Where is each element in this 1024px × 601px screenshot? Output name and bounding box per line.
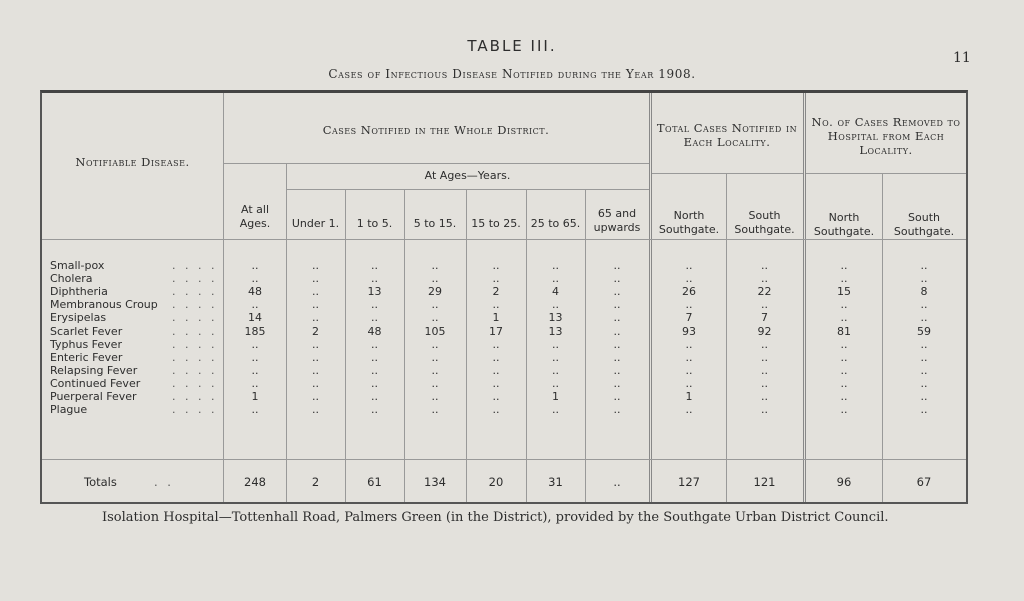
table-cell: .. xyxy=(613,311,621,325)
table-cell: .. xyxy=(431,376,439,390)
dot-leader: . . . . xyxy=(172,350,218,364)
table-cell: .. xyxy=(492,390,500,403)
header-at-ages: At Ages—Years. xyxy=(424,169,511,182)
table-cell: .. xyxy=(761,298,768,312)
table-row xyxy=(42,272,966,285)
table-cell: .. xyxy=(685,272,693,286)
table-cell: .. xyxy=(251,272,259,286)
table-cell: .. xyxy=(371,259,378,272)
table-cell: .. xyxy=(371,403,378,417)
table-row xyxy=(42,259,966,272)
table-cell: .. xyxy=(685,298,693,312)
table-cell: .. xyxy=(840,259,848,272)
table-cell: .. xyxy=(613,259,621,272)
table-cell: .. xyxy=(840,311,848,325)
table-cell: 1 xyxy=(685,390,693,403)
table-cell: .. xyxy=(312,390,319,403)
table-cell: 93 xyxy=(682,324,696,338)
table-cell: .. xyxy=(613,350,621,364)
table-cell: .. xyxy=(685,363,693,377)
table-cell: .. xyxy=(552,350,559,364)
table-row xyxy=(42,351,966,364)
total-cell: 96 xyxy=(836,475,852,489)
table-cell: .. xyxy=(685,259,693,272)
table-cell: .. xyxy=(251,350,259,364)
table-cell: .. xyxy=(431,272,439,286)
table-cell: 22 xyxy=(757,285,772,299)
table-cell: .. xyxy=(492,350,500,364)
disease-name: Scarlet Fever xyxy=(50,324,123,338)
table-cell: .. xyxy=(431,390,439,403)
table-cell: .. xyxy=(920,259,928,272)
table-cell: .. xyxy=(685,337,693,351)
table-cell: 92 xyxy=(757,324,772,338)
table-cell: .. xyxy=(371,390,378,403)
table-cell: 185 xyxy=(244,324,266,338)
disease-name: Continued Fever xyxy=(50,376,141,390)
table-cell: 8 xyxy=(920,285,928,299)
table-cell: 59 xyxy=(917,324,931,338)
table-cell: .. xyxy=(761,259,768,272)
disease-name: Plague xyxy=(50,403,88,417)
table-cell: .. xyxy=(613,298,621,312)
table-cell: .. xyxy=(492,363,500,377)
table-cell: .. xyxy=(371,272,378,286)
dot-leader: . . . . xyxy=(172,272,218,286)
disease-name: Small-pox xyxy=(50,259,105,272)
table-cell: .. xyxy=(371,376,378,390)
table-cell: .. xyxy=(840,272,848,286)
table-cell: 2 xyxy=(492,285,500,299)
table-cell: .. xyxy=(685,350,693,364)
row-divider xyxy=(286,189,649,190)
table-cell: .. xyxy=(920,403,928,417)
table-cell: .. xyxy=(312,376,319,390)
table-row xyxy=(42,364,966,377)
total-cell: 31 xyxy=(548,475,563,489)
table-cell: .. xyxy=(685,403,693,417)
table-cell: .. xyxy=(492,403,500,417)
row-divider xyxy=(42,459,966,460)
total-cell: 2 xyxy=(311,475,320,489)
table-cell: .. xyxy=(761,272,768,286)
table-cell: .. xyxy=(840,390,848,403)
dot-leader: . . . . xyxy=(172,285,218,299)
table-cell: .. xyxy=(761,376,768,390)
total-cell: 20 xyxy=(488,475,504,489)
table-cell: .. xyxy=(552,376,559,390)
row-divider xyxy=(806,173,966,174)
table-cell: .. xyxy=(431,403,439,417)
table-cell: .. xyxy=(552,259,559,272)
table-cell: .. xyxy=(371,311,378,325)
table-cell: .. xyxy=(552,337,559,351)
table-cell: .. xyxy=(920,298,928,312)
table-cell: .. xyxy=(613,363,621,377)
header-65-upwards: 65 and upwards xyxy=(593,207,641,234)
disease-name: Diphtheria xyxy=(50,285,108,299)
table-cell: .. xyxy=(613,337,621,351)
header-25-to-65: 25 to 65. xyxy=(530,217,581,230)
table-cell: .. xyxy=(312,350,319,364)
table-cell: .. xyxy=(613,285,621,299)
total-cell: .. xyxy=(613,475,621,489)
table-cell: .. xyxy=(613,376,621,390)
table-cell: .. xyxy=(761,403,768,417)
header-south-southgate: South Southgate. xyxy=(734,209,795,236)
table-cell: .. xyxy=(492,376,500,390)
table-cell: .. xyxy=(312,298,319,312)
dot-leader: . . . . xyxy=(172,337,218,351)
totals-row xyxy=(42,475,966,491)
table-cell: .. xyxy=(840,376,848,390)
table-cell: 26 xyxy=(682,285,696,299)
table-cell: .. xyxy=(251,259,259,272)
table-cell: .. xyxy=(920,272,928,286)
total-cell: 67 xyxy=(916,475,932,489)
total-cell: 248 xyxy=(244,475,266,489)
table-cell: 7 xyxy=(761,311,768,325)
table-cell: 13 xyxy=(367,285,382,299)
table-cell: .. xyxy=(685,376,693,390)
dot-leader: . . . . xyxy=(172,390,218,403)
table-row xyxy=(42,390,966,403)
total-cell: 134 xyxy=(424,475,446,489)
table-title: TABLE III. xyxy=(467,37,557,55)
table-cell: .. xyxy=(251,403,259,417)
header-north-southgate: North Southgate. xyxy=(658,209,720,236)
table-cell: .. xyxy=(431,363,439,377)
table-cell: .. xyxy=(761,350,768,364)
table-cell: 13 xyxy=(548,311,563,325)
table-cell: .. xyxy=(840,298,848,312)
statistics-table xyxy=(40,90,968,504)
table-cell: .. xyxy=(840,337,848,351)
table-cell: .. xyxy=(431,259,439,272)
table-cell: .. xyxy=(761,363,768,377)
table-cell: .. xyxy=(312,311,319,325)
disease-name: Membranous Croup xyxy=(50,298,158,312)
table-row xyxy=(42,298,966,311)
table-cell: .. xyxy=(251,363,259,377)
header-under-1: Under 1. xyxy=(291,217,340,230)
table-cell: .. xyxy=(371,350,378,364)
dot-leader: . . . . xyxy=(172,363,218,377)
table-cell: .. xyxy=(312,259,319,272)
table-cell: .. xyxy=(371,337,378,351)
table-subtitle: Cases of Infectious Disease Notified during the Year 1908. xyxy=(328,67,696,81)
table-cell: .. xyxy=(920,390,928,403)
table-cell: .. xyxy=(613,403,621,417)
table-cell: .. xyxy=(492,272,500,286)
table-cell: .. xyxy=(761,337,768,351)
table-cell: .. xyxy=(552,403,559,417)
table-row xyxy=(42,311,966,324)
header-notifiable-disease: Notifiable Disease. xyxy=(75,155,190,169)
row-divider xyxy=(42,239,966,240)
table-row xyxy=(42,377,966,390)
table-cell: .. xyxy=(920,350,928,364)
table-cell: .. xyxy=(492,298,500,312)
dot-leader: . . . . xyxy=(172,259,218,272)
table-cell: .. xyxy=(431,350,439,364)
table-cell: .. xyxy=(613,390,621,403)
table-cell: .. xyxy=(312,272,319,286)
totals-label: Totals xyxy=(84,475,117,489)
table-cell: 2 xyxy=(312,324,319,338)
table-cell: .. xyxy=(431,311,439,325)
disease-name: Puerperal Fever xyxy=(50,390,137,403)
table-row xyxy=(42,285,966,298)
table-row xyxy=(42,325,966,338)
disease-name: Erysipelas xyxy=(50,311,107,325)
table-cell: .. xyxy=(920,376,928,390)
table-cell: 4 xyxy=(552,285,559,299)
disease-name: Typhus Fever xyxy=(50,337,122,351)
table-cell: .. xyxy=(920,311,928,325)
table-cell: .. xyxy=(920,363,928,377)
table-cell: .. xyxy=(431,337,439,351)
total-cell: 121 xyxy=(753,475,776,489)
row-divider xyxy=(223,163,649,164)
table-cell: 1 xyxy=(552,390,559,403)
header-all-ages: At all Ages. xyxy=(239,203,271,230)
table-cell: .. xyxy=(761,390,768,403)
table-cell: .. xyxy=(251,376,259,390)
table-cell: 105 xyxy=(424,324,446,338)
table-cell: .. xyxy=(371,363,378,377)
table-cell: .. xyxy=(312,337,319,351)
table-cell: .. xyxy=(552,298,559,312)
total-cell: 61 xyxy=(367,475,382,489)
table-cell: 29 xyxy=(428,285,442,299)
table-cell: .. xyxy=(251,337,259,351)
dot-leader: . . . . xyxy=(172,324,218,338)
header-15-to-25: 15 to 25. xyxy=(471,217,521,230)
table-cell: .. xyxy=(431,298,439,312)
table-cell: .. xyxy=(371,298,378,312)
dot-leader: . . . . xyxy=(172,376,218,390)
table-cell: .. xyxy=(312,363,319,377)
table-cell: 7 xyxy=(685,311,693,325)
row-divider xyxy=(652,173,803,174)
table-cell: .. xyxy=(312,403,319,417)
table-cell: 13 xyxy=(548,324,563,338)
table-cell: .. xyxy=(613,324,621,338)
table-cell: 48 xyxy=(367,324,382,338)
table-cell: .. xyxy=(251,298,259,312)
footnote: Isolation Hospital—Tottenhall Road, Palmers Green (in the District), provided by the Southgate Urban District Council. xyxy=(102,510,889,525)
header-5-to-15: 5 to 15. xyxy=(413,217,457,230)
table-cell: .. xyxy=(552,272,559,286)
table-cell: .. xyxy=(312,285,319,299)
table-cell: .. xyxy=(920,337,928,351)
table-cell: 14 xyxy=(248,311,262,325)
header-removed-north: North Southgate. xyxy=(813,211,875,238)
dot-leader: . . . . xyxy=(172,298,218,312)
table-row xyxy=(42,403,966,416)
dot-leader: . . . . xyxy=(172,403,218,417)
header-removed-south: South Southgate. xyxy=(893,211,955,238)
disease-name: Enteric Fever xyxy=(50,350,123,364)
header-each-locality: Total Cases Notified in Each Locality. xyxy=(656,121,798,149)
header-1-to-5: 1 to 5. xyxy=(356,217,393,230)
table-cell: .. xyxy=(492,337,500,351)
disease-name: Cholera xyxy=(50,272,93,286)
table-cell: .. xyxy=(492,259,500,272)
dot-leader: . . . . xyxy=(172,311,218,325)
table-cell: .. xyxy=(840,363,848,377)
table-cell: .. xyxy=(840,350,848,364)
disease-name: Relapsing Fever xyxy=(50,363,138,377)
totals-leader: . . xyxy=(154,475,174,489)
table-cell: 15 xyxy=(837,285,851,299)
table-cell: 17 xyxy=(489,324,503,338)
table-cell: 1 xyxy=(492,311,500,325)
table-cell: .. xyxy=(613,272,621,286)
header-removed-to-hospital: No. of Cases Removed to Hospital from Each Locality. xyxy=(811,115,961,157)
table-cell: .. xyxy=(840,403,848,417)
table-row xyxy=(42,338,966,351)
header-whole-district: Cases Notified in the Whole District. xyxy=(322,123,550,137)
table-cell: 1 xyxy=(251,390,259,403)
page-number: 11 xyxy=(953,50,971,66)
table-cell: 48 xyxy=(248,285,262,299)
table-cell: 81 xyxy=(837,324,851,338)
table-cell: .. xyxy=(552,363,559,377)
total-cell: 127 xyxy=(678,475,700,489)
